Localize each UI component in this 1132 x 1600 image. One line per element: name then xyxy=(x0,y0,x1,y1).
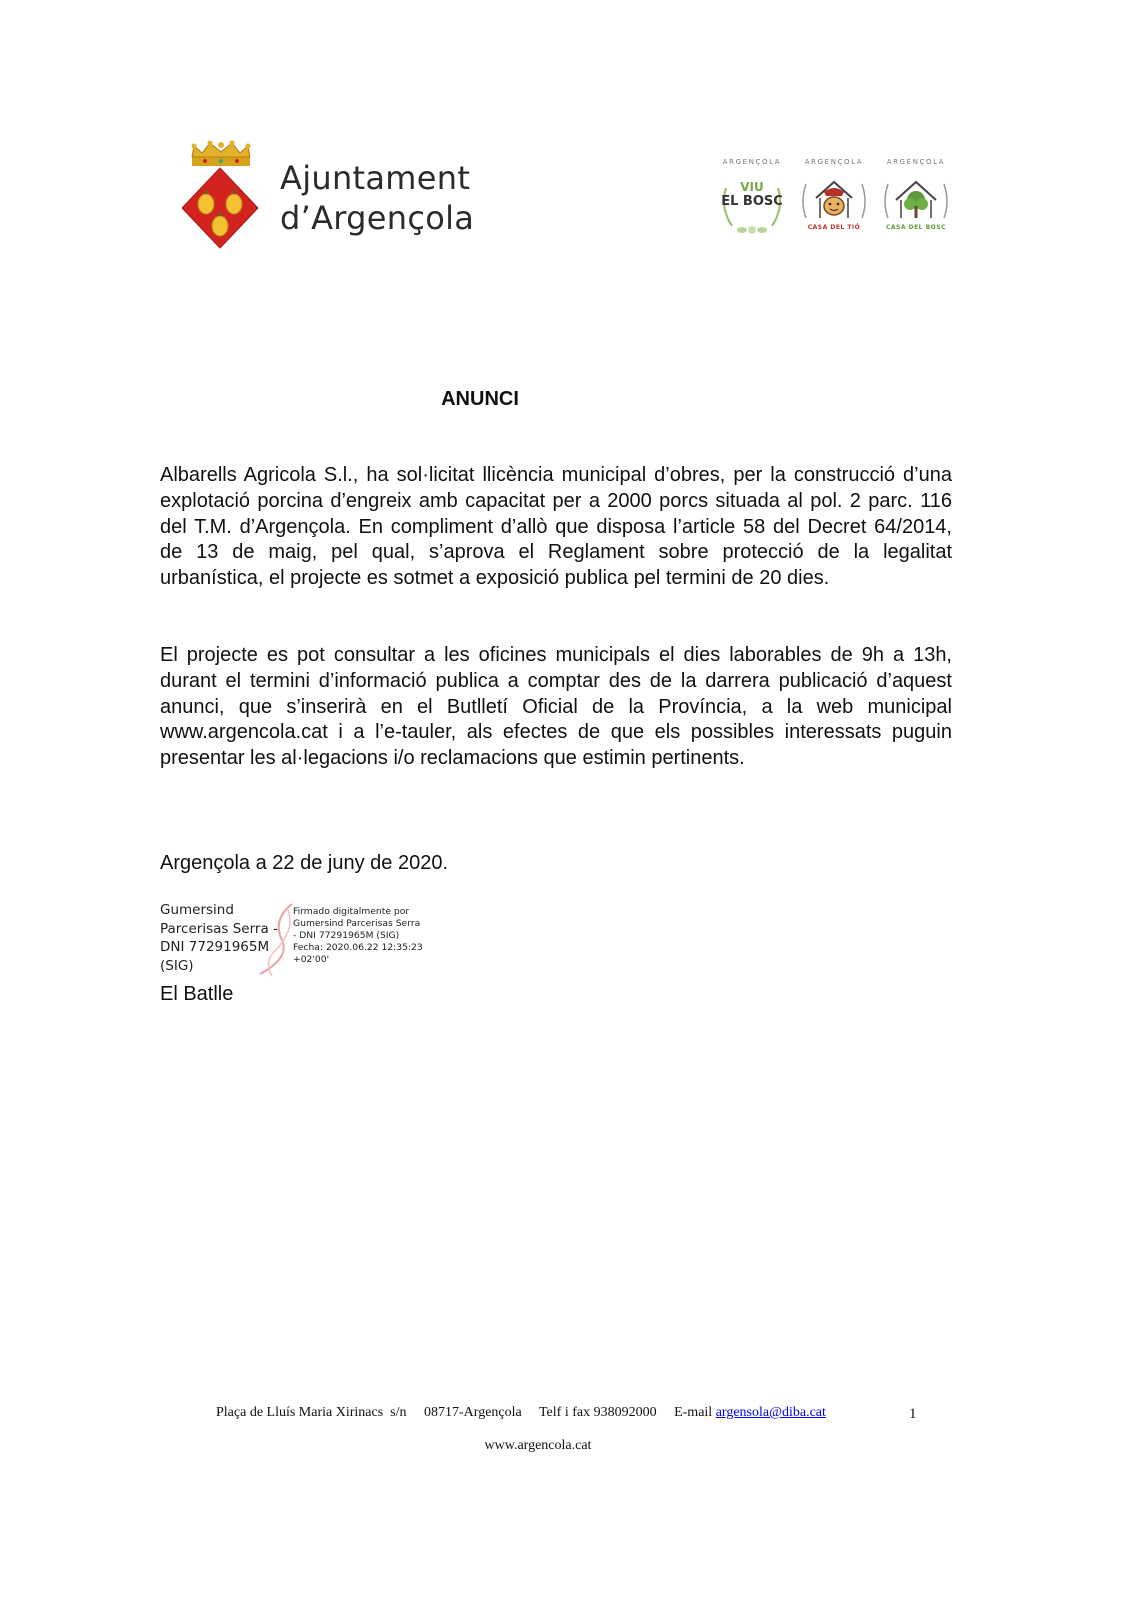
date-line: Argençola a 22 de juny de 2020. xyxy=(160,852,448,874)
house-tree-icon xyxy=(876,158,956,246)
signer-name-line: (SIG) xyxy=(160,957,194,974)
signature-detail-line: +02'00' xyxy=(293,954,330,965)
page-number: 1 xyxy=(909,1406,917,1422)
badge-casa-del-tio xyxy=(794,158,874,246)
logo-line-2: d’Argençola xyxy=(280,199,475,237)
coat-of-arms-icon xyxy=(180,140,270,255)
campaign-badges xyxy=(712,158,962,246)
signer-name-line: DNI 77291965M xyxy=(160,939,270,955)
footer-email-link[interactable]: argensola@diba.cat xyxy=(715,1405,826,1420)
footer-contact xyxy=(216,1405,826,1421)
badge-line-1: VIU xyxy=(740,180,764,194)
document-title: ANUNCI xyxy=(441,388,519,410)
footer-email-label: E-mail xyxy=(674,1405,713,1420)
signature-details xyxy=(293,906,433,966)
badge-line-2: EL BOSC xyxy=(721,194,783,209)
paragraph-1: Albarells Agricola S.l., ha sol·licitat llicència municipal d’obres, per la construcció d’una explotació porcina d’engreix amb capacitat per a 2000 porcs situada al pol. 2 parc. 116 del T.M. d’Argençola. En compliment d’allò que disposa l’article 58 del Decret 64/2014, de 13 de maig, pel qual, s’aprova el Reglament sobre protecció de la legalitat urbanística, el projecte es sotmet a exposició publica pel termini de 20 dies. xyxy=(160,464,952,590)
badge-top-text: ARGENÇOLA xyxy=(722,158,782,166)
signature-detail-line: Fecha: 2020.06.22 12:35:23 xyxy=(293,942,423,953)
badge-viu-el-bosc xyxy=(712,158,792,246)
footer-phone: Telf i fax 938092000 xyxy=(538,1405,657,1420)
badge-bottom-text: CASA DEL TIÓ xyxy=(807,224,861,231)
paragraph-2: El projecte es pot consultar a les oficines municipals el dies laborables de 9h a 13h, durant el termini d’informació publica a comptar des de la darrera publicació d’aquest anunci, que s’inserirà en el Butlletí Oficial de la Província, a la web municipal www.argencola.cat i a l’e-tauler, als efectes de que els possibles interessats puguin presentar les al·legacions i/o reclamacions que estimin pertinents. xyxy=(160,644,952,770)
signature-detail-line: - DNI 77291965M (SIG) xyxy=(293,930,400,941)
footer-website: www.argencola.cat xyxy=(484,1438,592,1453)
badge-top-text: ARGENÇOLA xyxy=(886,158,946,166)
signer-role: El Batlle xyxy=(160,983,234,1005)
signer-name-line: Gumersind xyxy=(160,902,234,918)
badge-top-text: ARGENÇOLA xyxy=(804,158,864,166)
signer-name-line: Parcerisas Serra - xyxy=(160,920,278,937)
badge-bottom-text: CASA DEL BOSC xyxy=(886,224,946,231)
badge-casa-del-bosc xyxy=(876,158,956,246)
logo-line-1: Ajuntament xyxy=(280,159,471,197)
municipality-name xyxy=(280,158,474,238)
signature-detail-line: Firmado digitalmente por xyxy=(293,906,410,917)
footer-address: Plaça de Lluís Maria Xirinacs s/n xyxy=(216,1405,407,1420)
footer-postal: 08717-Argençola xyxy=(424,1405,522,1420)
municipal-logo xyxy=(180,140,510,255)
signature-detail-line: Gumersind Parcerisas Serra xyxy=(293,918,421,929)
house-log-icon xyxy=(794,158,874,246)
